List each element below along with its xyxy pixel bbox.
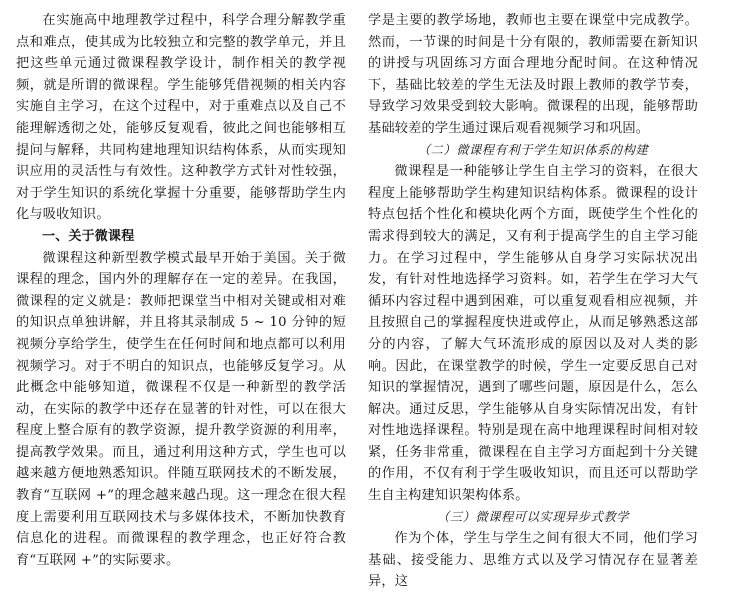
left-column bbox=[16, 10, 346, 571]
micro-course-definition-paragraph: 微课程这种新型教学模式最早开始于美国。关于微课程的理念，国内外的理解存在一定的差异。在我国，微课程的定义就是：教师把课堂当中相对关键或相对难的知识点单独讲解，并且将其录制成 5 ~ 10 分钟的短视频分享给学生，使学生在任何时间和地点都可以利用视频学习。对于不明白的知识点，也能够反复学习。从此概念中能够知道，微课程不仅是一种新型的教学活动，在实际的教学中还存在显著的针对性，可以在很大程度上整合原有的教学资源，提升教学资源的利用率，提高教学效果。而且，通过利用这种方式，学生也可以越来越方便地熟悉知识。伴随互联网技术的不断发展，教育“互联网 +”的理念越来越凸现。这一理念在很大程度上需要利用互联网技术与多媒体技术，不断加快教育信息化的进程。而微课程的教学理念，也正好符合教育“互联网 +”的实际要求。 bbox=[16, 250, 346, 568]
subsection-heading-knowledge-system: （二）微课程有利于学生知识体系的构建 bbox=[417, 142, 649, 157]
async-teaching-paragraph: 作为个体，学生与学生之间有很大不同，他们学习基础、接受能力、思维方式以及学习情况存在显著差异，这 bbox=[368, 531, 698, 590]
right-column bbox=[368, 10, 698, 593]
intro-paragraph: 在实施高中地理教学过程中，科学合理分解教学重点和难点，使其成为比较独立和完整的教学单元，并且把这些单元通过微课程教学设计，制作相关的教学视频，就是所谓的微课程。学生能够凭借视频的相关内容实施自主学习，在这个过程中，对于重难点以及自己不能理解透彻之处，能够反复观看，彼此之间也能够相互提问与解释，共同构建地理知识结构体系，从而实现知识应用的灵活性与有效性。这种教学方式针对性较强，对于学生知识的系统化掌握十分重要，能够帮助学生内化与吸收知识。 bbox=[16, 13, 346, 223]
section-heading-micro-course: 一、关于微课程 bbox=[42, 228, 135, 244]
subsection-heading-async-teaching: （三）微课程可以实现异步式教学 bbox=[437, 509, 629, 524]
knowledge-system-paragraph: 微课程是一种能够让学生自主学习的资料，在很大程度上能够帮助学生构建知识结构体系。微课程的设计特点包括个性化和模块化两个方面，既使学生个性化的需求得到较大的满足，又有利于提高学生的自主学习能力。在学习过程中，学生能够从自身学习实际状况出发，有针对性地选择学习资料。如，若学生在学习大气循环内容过程中遇到困难，可以重复观看相应视频，并且按照自己的掌握程度快进或停止，从而足够熟悉这部分的内容，了解大气环流形成的原因以及对人类的影响。因此，在课堂教学的时候，学生一定要反思自己对知识的掌握情况，遇到了哪些问题，原因是什么，怎么解决。通过反思，学生能够从自身实际情况出发，有针对性地选择课程。特别是现在高中地理课程时间相对较紧，任务非常重，微课程在自主学习方面起到十分关键的作用，不仅有利于学生吸收知识，而且还可以帮助学生自主构建知识架构体系。 bbox=[368, 164, 698, 504]
continued-paragraph: 学是主要的教学场地，教师也主要在课堂中完成教学。然而，一节课的时间是十分有限的，教师需要在新知识的讲授与巩固练习方面合理地分配时间。在这种情况下，基础比较差的学生无法及时跟上教师的教学节奏，导致学习效果受到较大影响。微课程的出现，能够帮助基础较差的学生通过课后观看视频学习和巩固。 bbox=[368, 13, 698, 136]
